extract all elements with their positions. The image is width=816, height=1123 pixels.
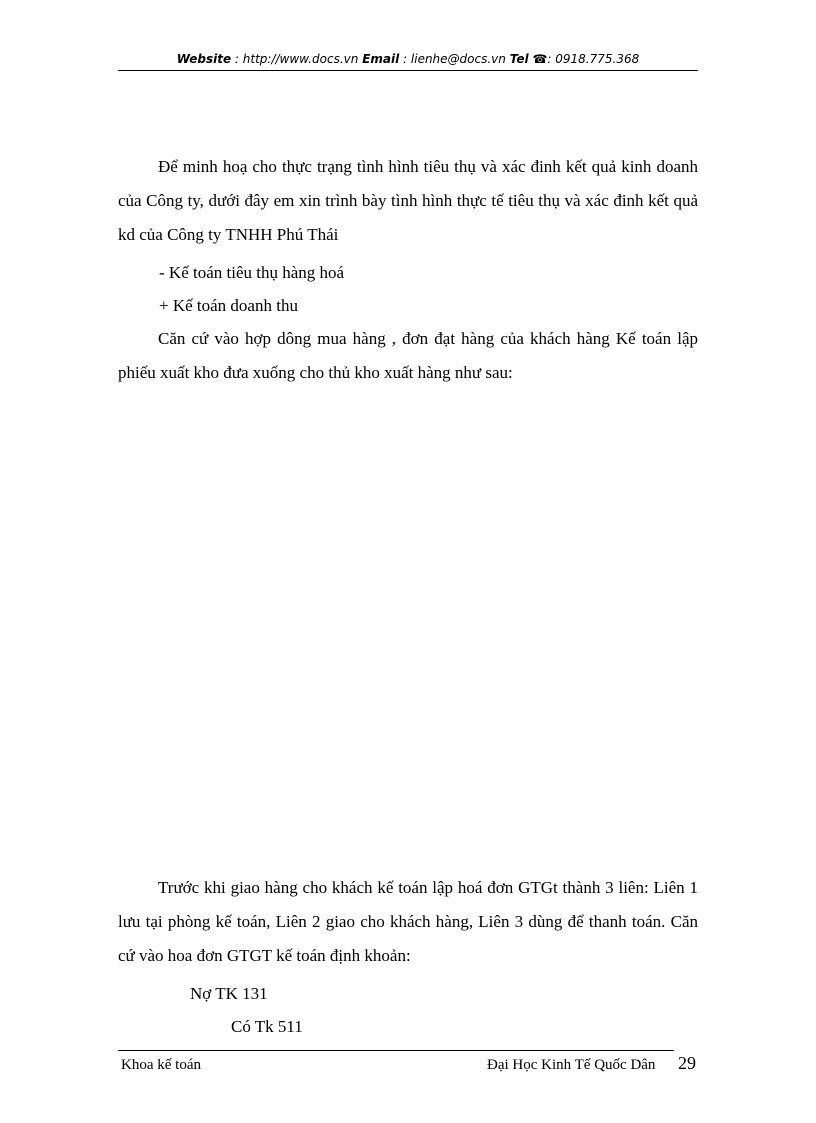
footer-university: Đại Học Kinh Tế Quốc Dân xyxy=(487,1057,656,1073)
website-label: Website xyxy=(176,52,232,66)
vat-paragraph: Trước khi giao hàng cho khách kế toán lập hoá đơn GTGt thành 3 liên: Liên 1 lưu tại phòng kế toán, Liên 2 giao cho khách hàng, Liên 3 dùng để thanh toán. Căn cứ vào hoa đơn GTGT kế toán định khoản: xyxy=(118,878,698,965)
debit-entry: Nợ TK 131 xyxy=(190,984,268,1003)
page-header xyxy=(118,50,698,68)
intro-paragraph: Để minh hoạ cho thực trạng tình hình tiêu thụ và xác đinh kết quả kinh doanh của Công ty, dưới đây em xin trình bày tình hình thực tế tiêu thụ và xác đinh kết quả kd của Công ty TNHH Phú Thái xyxy=(118,157,698,244)
page-number: 29 xyxy=(678,1053,696,1073)
tel-value: : 0918.775.368 xyxy=(547,52,640,66)
list-item-revenue-accounting: + Kế toán doanh thu xyxy=(159,296,298,315)
email-value: : lienhe@docs.vn xyxy=(403,52,506,66)
phone-icon: ☎ xyxy=(532,52,548,66)
footer-department: Khoa kế toán xyxy=(121,1057,201,1073)
email-label: Email xyxy=(362,52,400,66)
list-item-sales-accounting: - Kế toán tiêu thụ hàng hoá xyxy=(159,263,345,282)
credit-entry: Có Tk 511 xyxy=(231,1017,303,1036)
tel-label: Tel xyxy=(509,52,529,66)
invoice-paragraph: Căn cứ vào hợp dông mua hàng , đơn đạt hàng của khách hàng Kế toán lập phiếu xuất kho đưa xuống cho thủ kho xuất hàng như sau: xyxy=(118,329,698,382)
website-value: : http://www.docs.vn xyxy=(234,52,359,66)
footer-rule xyxy=(118,1050,674,1051)
header-rule xyxy=(118,70,698,71)
